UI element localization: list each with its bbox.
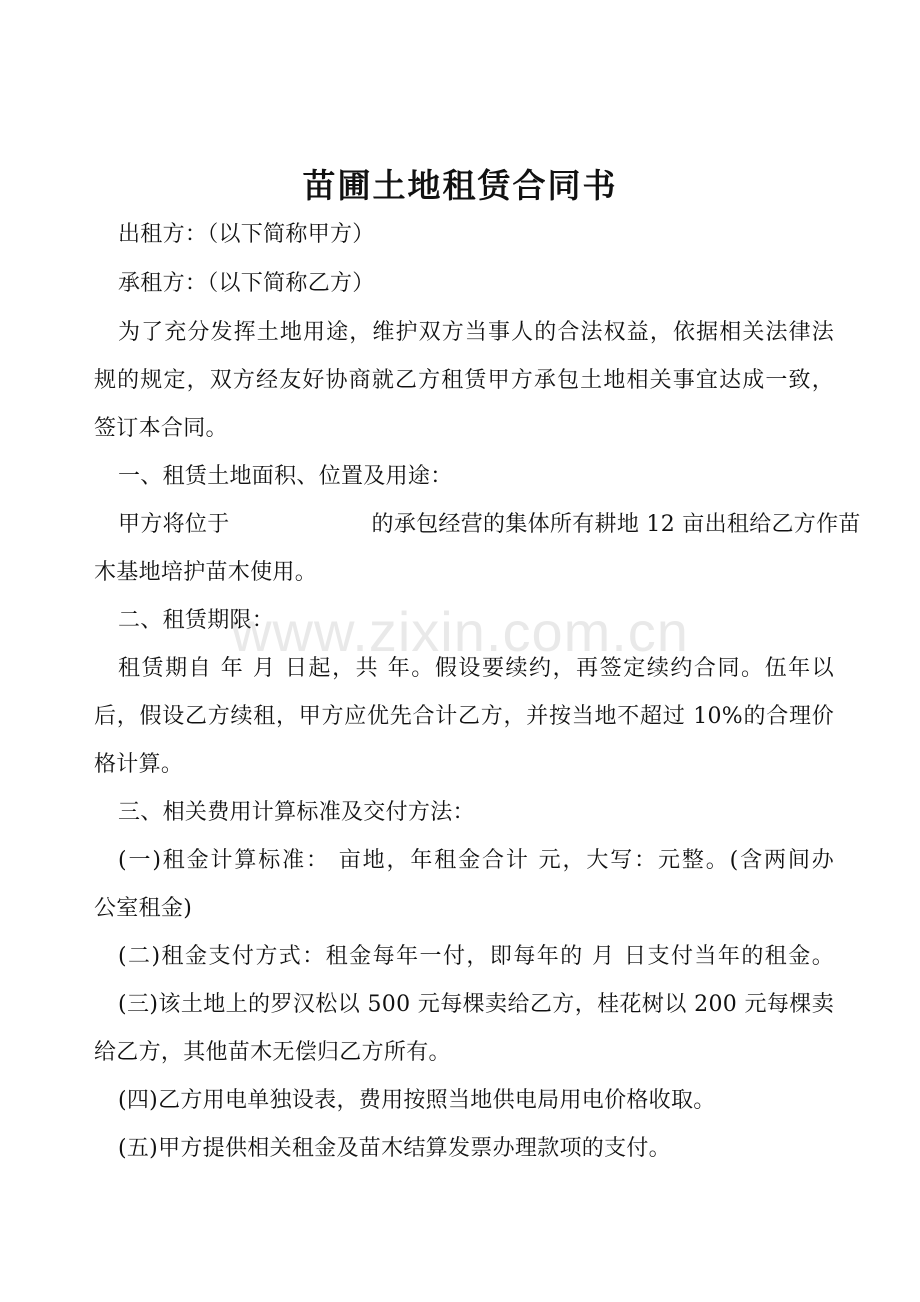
lessor-line: 出租方：（以下简称甲方） [118,222,375,247]
lessee-line: 承租方：（以下简称乙方） [118,271,375,296]
section1-body-line-1 [118,503,861,547]
intro-line-3: 签订本合同。 [94,416,228,441]
section1-body-part-a: 甲方将位于 [118,512,230,537]
section1-heading: 一、租赁土地面积、位置及用途： [118,464,453,489]
item3-line-1: (三)该土地上的罗汉松以 500 元每棵卖给乙方，桂花树以 200 元每棵卖 [118,992,834,1017]
section2-body-line-2: 后，假设乙方续租，甲方应优先合计乙方，并按当地不超过 10%的合理价 [94,704,834,729]
document-title: 苗圃土地租赁合同书 [302,166,618,205]
intro-line-1: 为了充分发挥土地用途，维护双方当事人的合法权益，依据相关法律法 [118,320,834,345]
item3-line-2: 给乙方，其他苗木无偿归乙方所有。 [94,1040,451,1065]
watermark: www.zixin.com.cn [231,600,689,663]
section2-body-line-3: 格计算。 [94,752,184,777]
section1-body-line-2: 木基地培护苗木使用。 [94,560,318,585]
intro-line-2: 规的规定，双方经友好协商就乙方租赁甲方承包土地相关事宜达成一致， [94,368,834,393]
section3-heading: 三、相关费用计算标准及交付方法： [118,800,475,825]
section2-body-line-1: 租赁期自 年 月 日起，共 年。假设要续约，再签定续约合同。伍年以 [118,656,834,681]
item2-line: (二)租金支付方式：租金每年一付，即每年的 月 日支付当年的租金。 [118,944,834,969]
section1-body-part-b: 的承包经营的集体所有耕地 12 亩出租给乙方作苗 [371,512,861,537]
item1-line-2: 公室租金) [94,896,193,921]
item1-line-1: (一)租金计算标准： 亩地，年租金合计 元，大写：元整。(含两间办 [118,848,834,873]
section2-heading: 二、租赁期限： [118,608,275,633]
item5-line: (五)甲方提供相关租金及苗木结算发票办理款项的支付。 [118,1136,671,1161]
item4-line: (四)乙方用电单独设表，费用按照当地供电局用电价格收取。 [118,1088,716,1113]
